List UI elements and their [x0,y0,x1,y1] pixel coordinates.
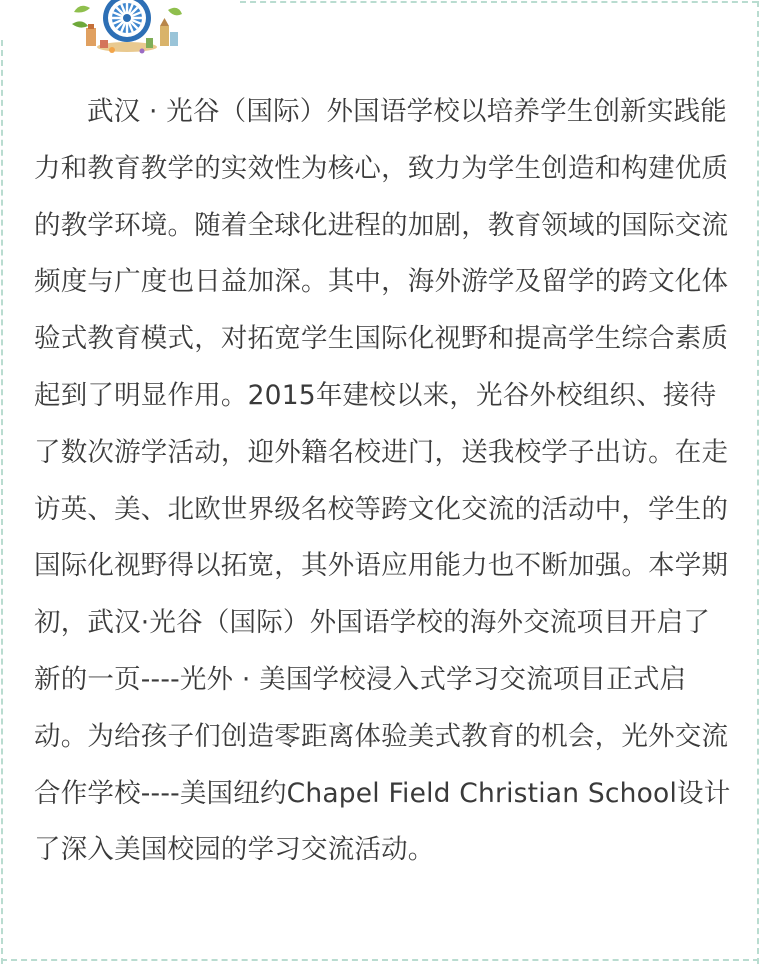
frame-border-left [1,40,3,964]
frame-border-top [240,1,758,3]
frame-border-bottom [1,959,759,961]
article-paragraph: 武汉 · 光谷（国际）外国语学校以培养学生创新实践能力和教育教学的实效性为核心，致力为学生创造和构建优质的教学环境。随着全球化进程的加剧，教育领域的国际交流频度与广度也日益加深。其中，海外游学及留学的跨文化体验式教育模式，对拓宽学生国际化视野和提高学生综合素质起到了明显作用。2015年建校以来，光谷外校组织、接待了数次游学活动，迎外籍名校进门，送我校学子出访。在走访英、美、北欧世界级名校等跨文化交流的活动中，学生的国际化视野得以拓宽，其外语应用能力也不断加强。本学期初，武汉·光谷（国际）外国语学校的海外交流项目开启了新的一页----光外 · 美国学校浸入式学习交流项目正式启动。为给孩子们创造零距离体验美式教育的机会，光外交流合作学校----美国纽约Chapel Field Christian School设计了深入美国校园的学习交流活动。 [34,96,731,866]
frame-border-right [757,1,759,964]
globe-landmarks-illustration-icon [70,0,185,56]
